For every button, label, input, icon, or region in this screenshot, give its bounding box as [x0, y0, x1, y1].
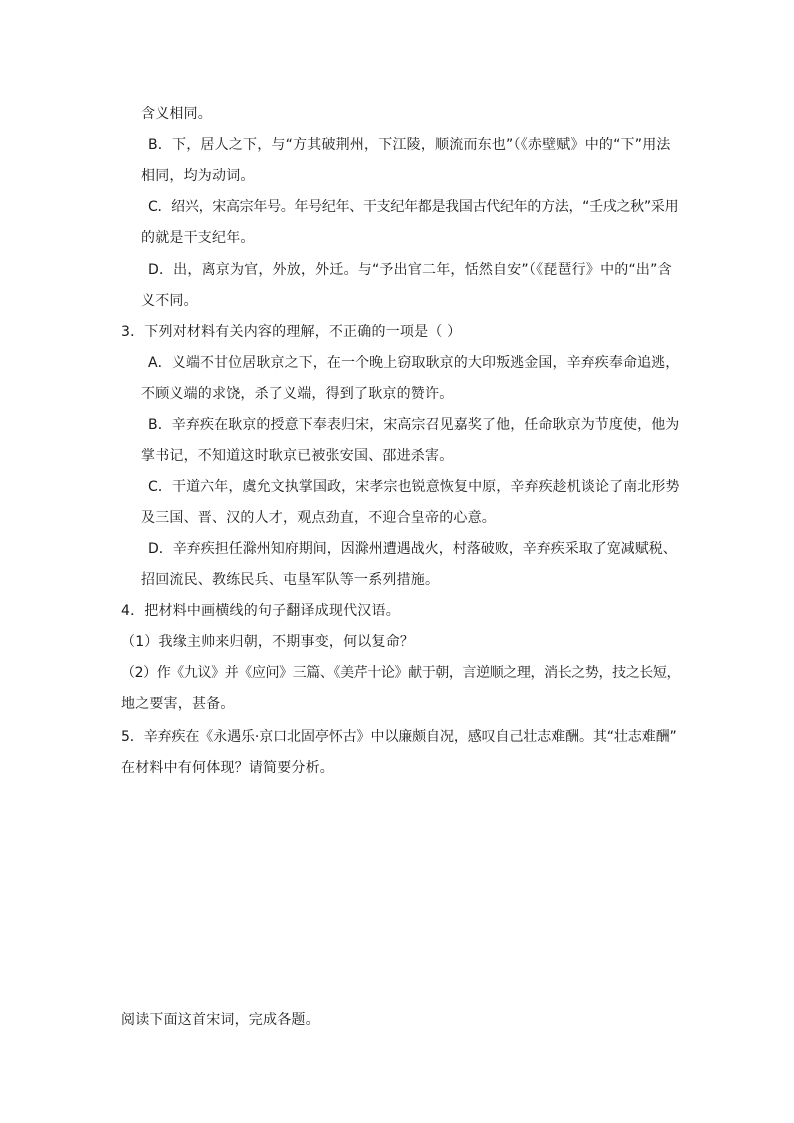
q3-option-a-line1: A．义端不甘位居耿京之下，在一个晚上窃取耿京的大印叛逃金国，辛弃疾奉命追逃，	[148, 355, 680, 371]
q3-option-d-line2: 招回流民、教练民兵、屯垦军队等一系列措施。	[141, 572, 440, 588]
q4-stem: 4．把材料中画横线的句子翻译成现代汉语。	[121, 603, 400, 619]
q2-option-c-line1: C．绍兴，宋高宗年号。年号纪年、干支纪年都是我国古代纪年的方法，“壬戌之秋”采用	[148, 199, 679, 215]
q2-option-d-line1: D．出，离京为官，外放，外迁。与“予出官二年，恬然自安”（《琵琶行》中的“出”含	[148, 262, 672, 278]
q2-option-a-tail: 含义相同。	[141, 106, 212, 122]
q4-sentence-2-line1: （2）作《九议》并《应问》三篇、《美芹十论》献于朝，言逆顺之理，消长之势，技之长短，	[121, 665, 681, 681]
q4-sentence-2-line2: 地之要害，甚备。	[121, 696, 235, 712]
q2-option-d-line2: 义不同。	[141, 293, 198, 309]
q3-option-c-line1: C．干道六年，虞允文执掌国政，宋孝宗也锐意恢复中原，辛弃疾趁机谈论了南北形势	[148, 479, 680, 495]
q3-option-a-line2: 不顾义端的求饶，杀了义端，得到了耿京的赞许。	[141, 386, 454, 402]
q3-option-b-line2: 掌书记，不知道这时耿京已被张安国、邵进杀害。	[141, 448, 454, 464]
q3-option-d-line1: D．辛弃疾担任滁州知府期间，因滁州遭遇战火，村落破败，辛弃疾采取了宽减赋税、	[148, 541, 677, 557]
q3-stem: 3．下列对材料有关内容的理解，不正确的一项是（ ）	[121, 324, 462, 340]
q2-option-b-line2: 相同，均为动词。	[141, 168, 255, 184]
q5-line2: 在材料中有何体现？请简要分析。	[121, 760, 334, 776]
q3-option-c-line2: 及三国、晋、汉的人才，观点劲直，不迎合皇帝的心意。	[141, 510, 496, 526]
q4-sentence-1: （1）我缘主帅来归朝，不期事变，何以复命？	[121, 634, 415, 650]
next-section-intro: 阅读下面这首宋词，完成各题。	[121, 1012, 320, 1028]
q3-option-b-line1: B．辛弃疾在耿京的授意下奉表归宋，宋高宗召见嘉奖了他，任命耿京为节度使，他为	[148, 417, 680, 433]
q2-option-c-line2: 的就是干支纪年。	[141, 230, 255, 246]
q5-line1: 5．辛弃疾在《永遇乐·京口北固亭怀古》中以廉颇自况，感叹自己壮志难酬。其“壮志难酬”	[121, 729, 677, 745]
q2-option-b-line1: B．下，居人之下，与“方其破荆州，下江陵，顺流而东也”（《赤壁赋》中的“下”用法	[148, 137, 671, 153]
